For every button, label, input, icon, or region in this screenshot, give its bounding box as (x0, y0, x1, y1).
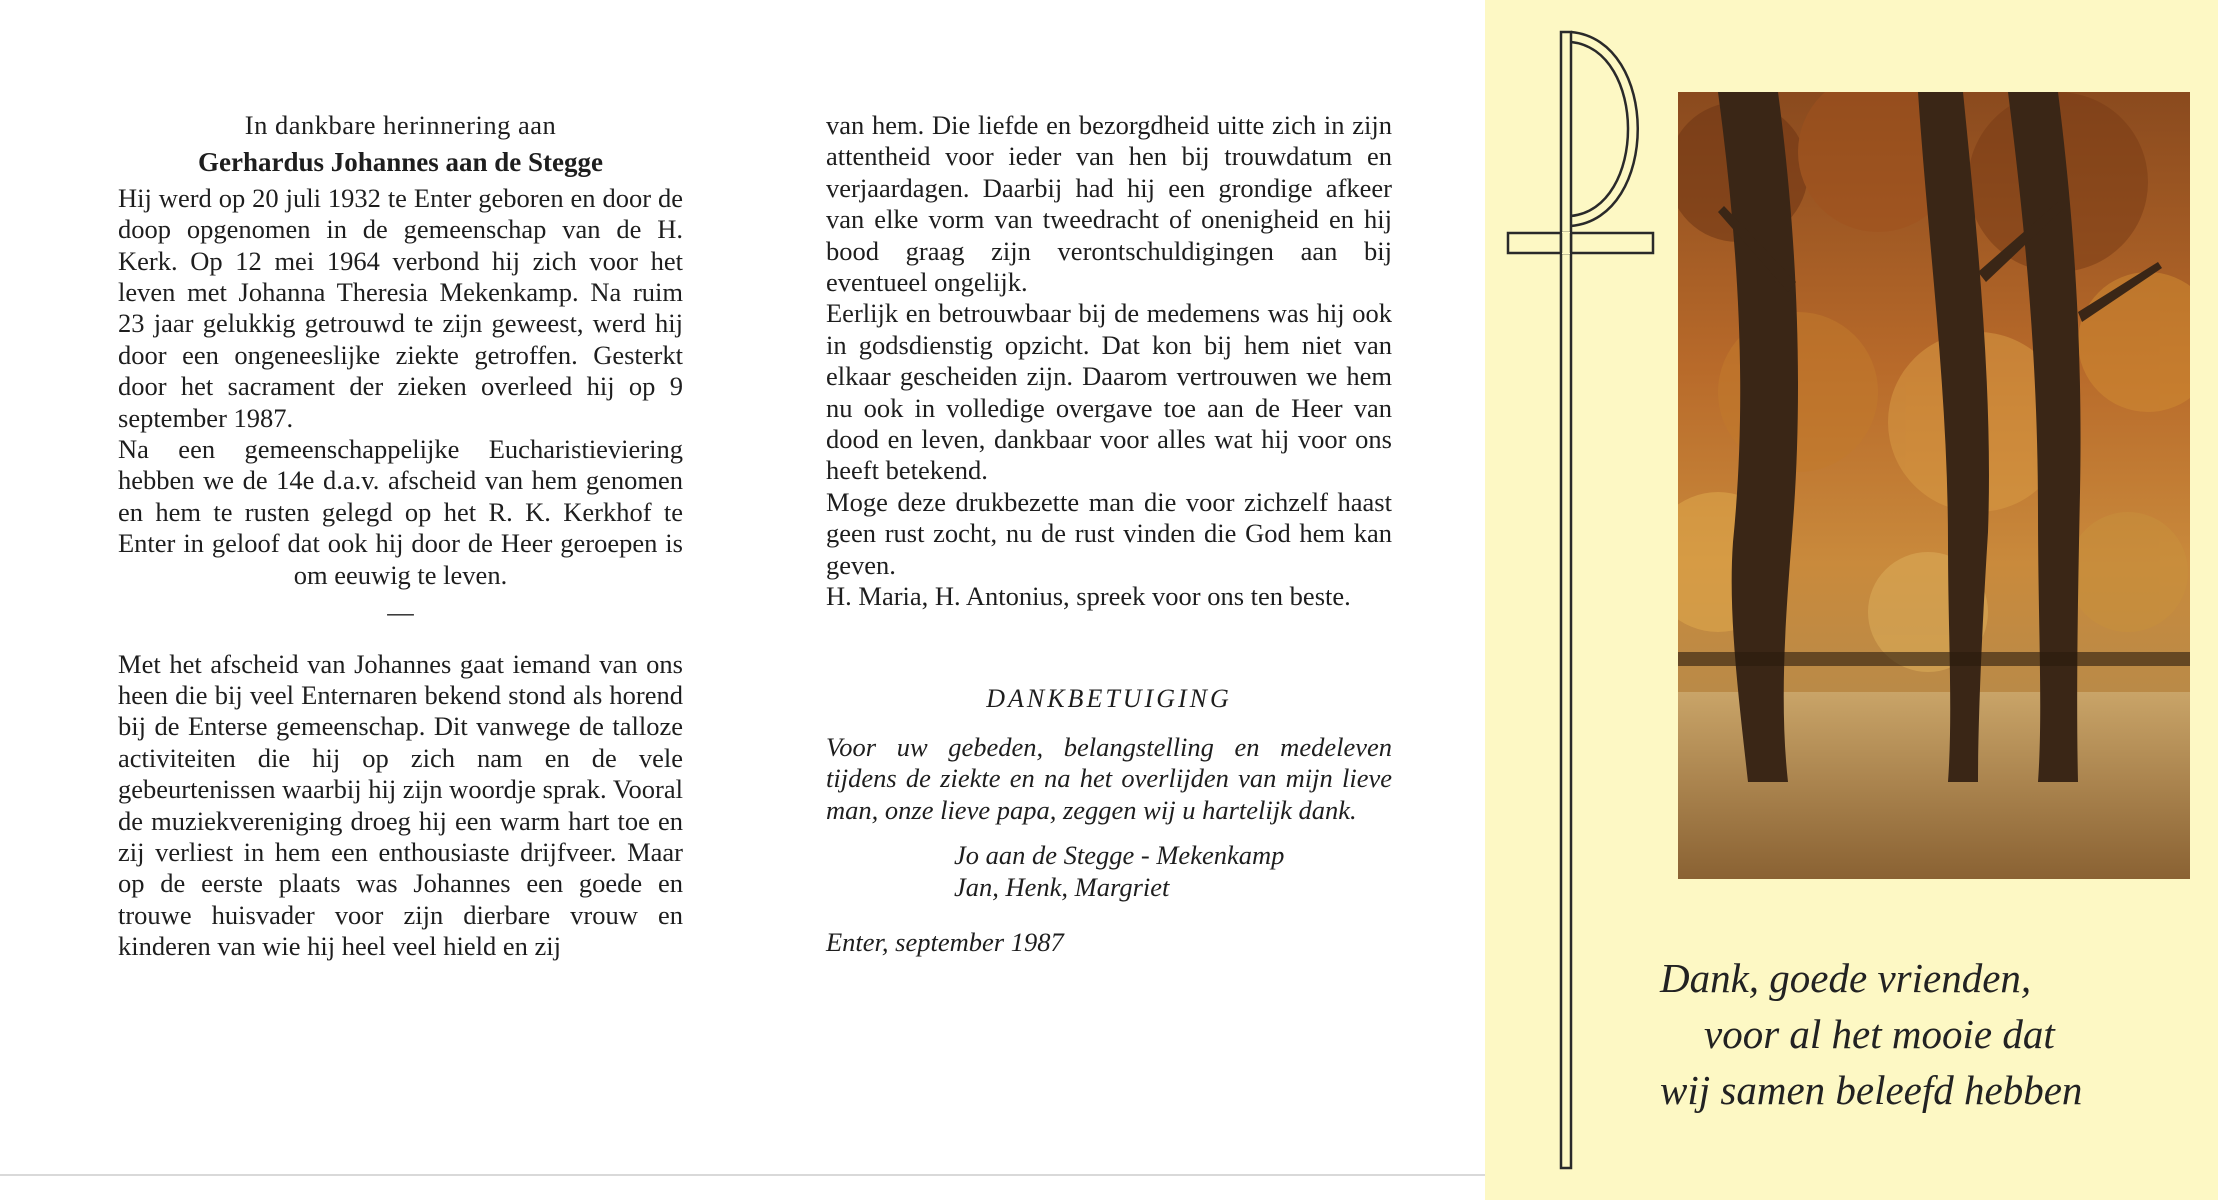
autumn-trees-photo (1678, 92, 2190, 879)
chi-rho-cross-icon (1500, 28, 1660, 1178)
tagline-line-2: voor al het mooie dat (1704, 1011, 2055, 1057)
biography-paragraph: Hij werd op 20 juli 1932 te Enter geboren en door de doop opgenomen in de gemeenschap van de H. Kerk. Op 12 mei 1964 verbond hij zich voor het leven met Johanna Theresia Mekenkamp. Na ruim 23 jaar gelukkig getrouwd te zijn geweest, werd hij door een ongeneeslijke ziekte getroffen. Gesterkt door het sacrament der zieken overleed hij op 9 september 1987. (118, 182, 683, 433)
tribute-paragraph: Met het afscheid van Johannes gaat iemand van ons heen die bij veel Enternaren bekend stond als horend bij de Enterse gemeenschap. Dit vanwege de talloze activiteiten die hij op zich nam en de vele gebeurtenissen waarbij hij zijn woordje sprak. Vooral de muziekvereniging droeg hij een warm hart toe en zij verliest in hem een enthousiaste drijfveer. Maar op de eerste plaats was Johannes een goede en trouwe huisvader voor zijn dierbare vrouw en kinderen van wie hij heel veel hield en zij (118, 648, 683, 962)
faith-paragraph: Eerlijk en betrouwbaar bij de medemens was hij ook in godsdienstig opzicht. Dat kon bij hem niet van elkaar gescheiden zijn. Daarom vertrouwen we hem nu ook in volledige overgave toe aan de Heer van dood en leven, dankbaar voor alles wat hij voor ons heeft betekend. (826, 298, 1392, 486)
tagline-line-3: wij samen beleefd hebben (1660, 1067, 2083, 1113)
signature-line-1: Jo aan de Stegge - Mekenkamp (954, 840, 1285, 871)
bottom-edge-line (0, 1174, 1485, 1176)
rest-paragraph: Moge deze drukbezette man die voor zichzelf haast geen rust zocht, nu de rust vinden die God hem kan geven. (826, 486, 1392, 580)
tribute-continuation: van hem. Die liefde en bezorgdheid uitte zich in zijn attentheid voor ieder van hen bij trouwdatum en verjaardagen. Daarbij had hij een grondige afkeer van elke vorm van tweedracht of onenigheid en hij bood graag zijn verontschuldigingen aan bij eventueel ongelijk. (826, 110, 1392, 298)
thanks-title: DANKBETUIGING (986, 683, 1232, 713)
memorial-heading: In dankbare herinnering aan (244, 110, 557, 140)
text-column-right (826, 110, 1392, 958)
text-column-left (118, 110, 683, 963)
tagline-line-1: Dank, goede vrienden, (1660, 955, 2032, 1001)
funeral-paragraph: Na een gemeenschappelijke Eucharistieviering hebben we de 14e d.a.v. afscheid van hem genomen en hem te rusten gelegd op het R. K. Kerkhof te Enter in geloof dat ook hij door de Heer geroepen is om eeuwig te leven. (118, 434, 683, 590)
place-date: Enter, september 1987 (826, 926, 1064, 957)
front-tagline (1660, 950, 2200, 1118)
signature-line-2: Jan, Henk, Margriet (954, 871, 1170, 902)
thanks-text: Voor uw gebeden, belangstelling en medeleven tijdens de ziekte en na het overlijden van mijn lieve man, onze lieve papa, zeggen wij u hartelijk dank. (826, 731, 1392, 825)
deceased-name: Gerhardus Johannes aan de Stegge (197, 147, 604, 178)
prayer-line: H. Maria, H. Antonius, spreek voor ons ten beste. (826, 581, 1351, 612)
separator-dash: — (387, 597, 414, 628)
